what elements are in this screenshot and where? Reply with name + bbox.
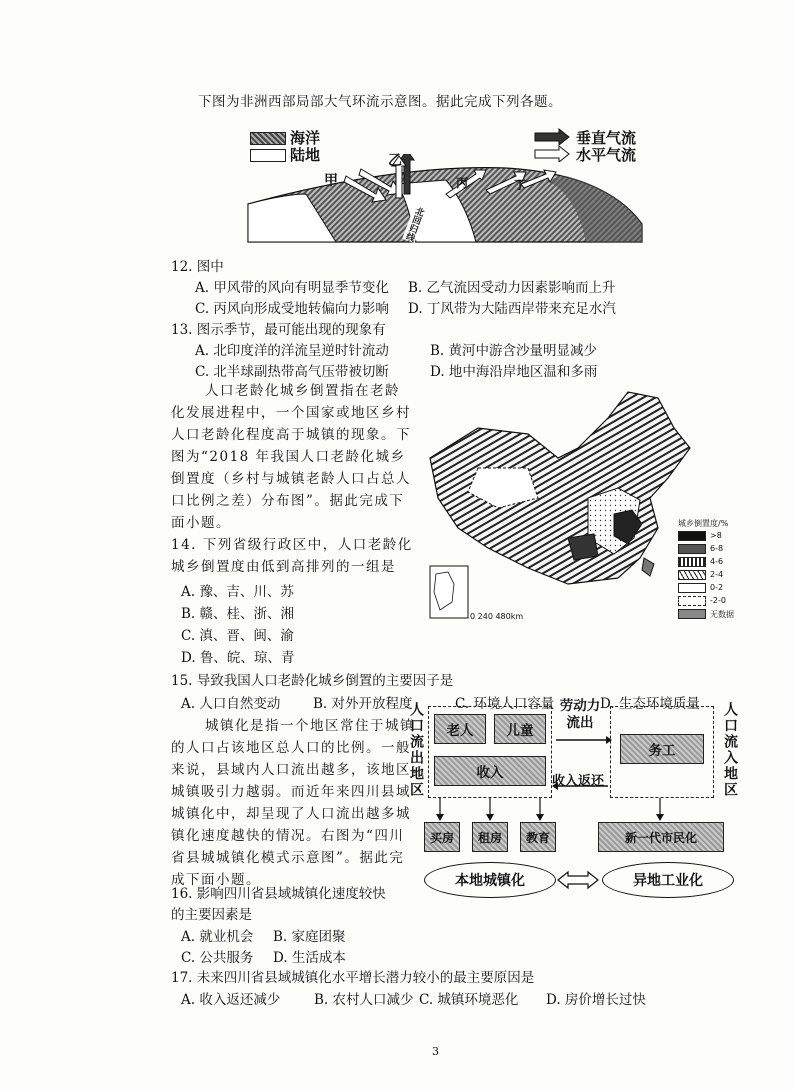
legend-ocean-swatch bbox=[250, 132, 286, 145]
china-map-shape bbox=[418, 388, 734, 630]
down-arrows-icon bbox=[422, 798, 722, 822]
q12-option-b: B. 乙气流因受动力因素影响而上升 bbox=[408, 280, 616, 296]
map-legend-swatch-1 bbox=[678, 531, 706, 541]
passage3-line4: 城镇吸引力越弱。而近年来四川县域 bbox=[171, 784, 411, 800]
passage2-line6: 口比例之差）分布图”。据此完成下 bbox=[171, 493, 405, 509]
ellipse-local-urbanization: 本地城镇化 bbox=[424, 862, 556, 898]
q17-stem: 17. 未来四川省县域城镇化水平增长潜力较小的最主要原因是 bbox=[171, 970, 535, 986]
passage3-line5: 城镇化中，却呈现了人口流出越多城 bbox=[171, 806, 411, 822]
map-legend-swatch-4 bbox=[678, 570, 706, 580]
q12-stem: 12. 图中 bbox=[171, 259, 224, 275]
page-number: 3 bbox=[432, 1045, 439, 1058]
box-income: 收入 bbox=[434, 756, 546, 786]
q15-option-d: D. 生态环境质量 bbox=[600, 696, 700, 712]
q14-option-c: C. 滇、晋、闽、渝 bbox=[181, 628, 294, 644]
label-tropic-line: 北回归线 bbox=[403, 205, 425, 243]
label-ding: 丁 bbox=[514, 178, 527, 192]
intro-text: 下图为非洲西部局部大气环流示意图。据此完成下列各题。 bbox=[198, 94, 562, 110]
q15-stem: 15. 导致我国人口老龄化城乡倒置的主要因子是 bbox=[171, 673, 454, 689]
map-legend-title: 城乡倒置度/% bbox=[678, 519, 729, 528]
box-elderly: 老人 bbox=[434, 714, 486, 744]
q13-option-d: D. 地中海沿岸地区温和多雨 bbox=[430, 364, 598, 380]
q16-option-a: A. 就业机会 bbox=[181, 929, 254, 945]
label-labor-outflow: 劳动力流出 bbox=[559, 698, 601, 731]
figure-atmospheric-circulation bbox=[246, 124, 646, 246]
map-legend-swatch-2 bbox=[678, 544, 706, 554]
passage2-line4: 图为“2018 年我国人口老龄化城乡 bbox=[171, 449, 406, 465]
legend-land-label: 陆地 bbox=[290, 146, 321, 164]
map-legend-label-2: 6-8 bbox=[710, 544, 724, 553]
map-legend-label-7: 无数据 bbox=[710, 610, 734, 619]
map-legend-label-6: -2-0 bbox=[710, 596, 726, 605]
q15-option-a: A. 人口自然变动 bbox=[181, 696, 281, 712]
q17-option-b: B. 农村人口减少 bbox=[314, 992, 414, 1008]
figure-urbanization-model bbox=[402, 694, 742, 902]
label-bing: 丙 bbox=[456, 176, 469, 190]
map-legend-swatch-6 bbox=[678, 596, 706, 606]
box-rent-house: 租房 bbox=[472, 822, 508, 852]
passage2-line1: 人口老龄化城乡倒置指在老龄 bbox=[205, 383, 400, 399]
q16-stem-line1: 16. 影响四川省县域城镇化速度较快 bbox=[171, 886, 386, 902]
q14-stem-line2: 城乡倒置度由低到高排列的一组是 bbox=[171, 559, 396, 575]
double-arrow-icon bbox=[556, 870, 600, 890]
label-income-return: 收入返还 bbox=[552, 774, 605, 789]
label-jia: 甲 bbox=[324, 173, 338, 189]
legend-vertical-label: 垂直气流 bbox=[576, 129, 637, 147]
map-legend-swatch-7 bbox=[678, 609, 706, 619]
globe-section bbox=[246, 154, 646, 246]
q13-option-c: C. 北半球副热带高气压带被切断 bbox=[195, 364, 389, 380]
passage3-line8: 成下面小题。 bbox=[171, 872, 261, 888]
q13-option-a: A. 北印度洋的洋流呈逆时针流动 bbox=[195, 343, 389, 359]
q15-option-b: B. 对外开放程度 bbox=[313, 696, 413, 712]
label-yi: 乙 bbox=[388, 153, 402, 169]
box-buy-house: 买房 bbox=[424, 822, 460, 852]
passage2-line2: 化发展进程中，一个国家或地区乡村 bbox=[171, 405, 411, 421]
q16-option-c: C. 公共服务 bbox=[181, 950, 254, 966]
map-legend-label-4: 2-4 bbox=[710, 570, 724, 579]
map-legend-label-5: 0-2 bbox=[710, 583, 724, 592]
q16-option-d: D. 生活成本 bbox=[273, 950, 346, 966]
q17-option-d: D. 房价增长过快 bbox=[546, 992, 646, 1008]
passage3-line1: 城镇化是指一个地区常住于城镇 bbox=[205, 718, 415, 734]
q17-option-c: C. 城镇环境恶化 bbox=[419, 992, 519, 1008]
map-legend-swatch-3 bbox=[678, 557, 706, 567]
q12-option-a: A. 甲风带的风向有明显季节变化 bbox=[195, 280, 389, 296]
passage3-line2: 的人口占该地区总人口的比例。一般 bbox=[171, 740, 411, 756]
q17-option-a: A. 收入返还减少 bbox=[181, 992, 281, 1008]
map-legend-label-3: 4-6 bbox=[710, 557, 724, 566]
map-legend-swatch-5 bbox=[678, 583, 706, 593]
q16-stem-line2: 的主要因素是 bbox=[171, 907, 252, 923]
label-inflow-area: 人口流入地区 bbox=[722, 702, 738, 798]
legend-horizontal-label: 水平气流 bbox=[576, 146, 637, 164]
passage2-line3: 人口老龄化程度高于城镇的现象。下 bbox=[171, 427, 411, 443]
passage3-line3: 来说，县域内人口流出越多，该地区 bbox=[171, 762, 411, 778]
china-aging-map bbox=[418, 388, 734, 630]
q12-option-c: C. 丙风向形成受地转偏向力影响 bbox=[195, 301, 389, 317]
passage3-line6: 镇化速度越快的情况。右图为“四川 bbox=[171, 828, 405, 844]
box-education: 教育 bbox=[520, 822, 556, 852]
legend-ocean-label: 海洋 bbox=[290, 129, 321, 147]
passage2-line5: 倒置度（乡村与城镇老龄人口占总人 bbox=[171, 471, 411, 487]
q14-option-a: A. 豫、吉、川、苏 bbox=[181, 584, 294, 600]
box-children: 儿童 bbox=[494, 714, 546, 744]
q15-option-c: C. 环境人口容量 bbox=[455, 696, 555, 712]
q14-stem-line1: 14. 下列省级行政区中，人口老龄化 bbox=[171, 537, 413, 553]
map-scale: 0 240 480km bbox=[470, 612, 524, 621]
box-new-citizens: 新一代市民化 bbox=[598, 822, 724, 852]
q13-option-b: B. 黄河中游含沙量明显减少 bbox=[430, 343, 598, 359]
q14-option-b: B. 赣、桂、浙、湘 bbox=[181, 606, 295, 622]
map-legend-label-1: >8 bbox=[710, 531, 722, 540]
q14-option-d: D. 鲁、皖、琼、青 bbox=[181, 650, 295, 666]
label-outflow-area: 人口流出地区 bbox=[408, 702, 424, 798]
passage2-line7: 面小题。 bbox=[171, 515, 231, 531]
q16-option-b: B. 家庭团聚 bbox=[273, 929, 346, 945]
passage3-line7: 省县城城镇化模式示意图”。据此完 bbox=[171, 850, 405, 866]
q12-option-d: D. 丁风带为大陆西岸带来充足水汽 bbox=[408, 301, 616, 317]
ellipse-remote-industrialization: 异地工业化 bbox=[602, 862, 734, 898]
box-workers: 务工 bbox=[620, 734, 704, 764]
q13-stem: 13. 图示季节，最可能出现的现象有 bbox=[171, 322, 386, 338]
